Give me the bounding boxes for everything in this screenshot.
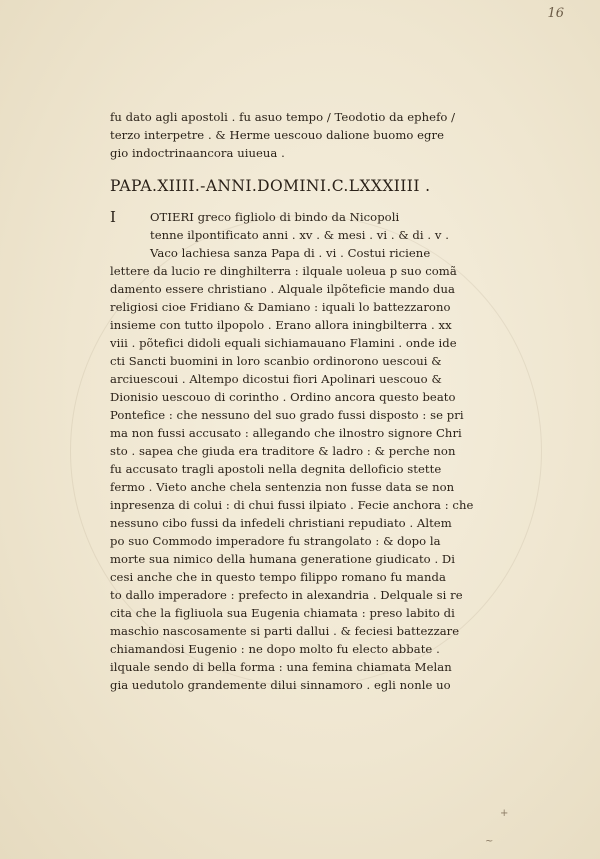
text-line: viii . põtefici didoli equali sichiamauano Flamini . onde ide [110, 336, 457, 350]
text-line: arciuescoui . Altempo dicostui fiori Apolinari uescouo & [110, 372, 442, 386]
text-line: ma non fussi accusato : allegando che ilnostro signore Chri [110, 426, 462, 440]
text-line: ilquale sendo di bella forma : una femina chiamata Melan [110, 660, 452, 674]
stray-mark: ~ [485, 836, 494, 847]
text-line: fu dato agli apostoli . fu asuo tempo / Teodotio da ephefo / [110, 110, 456, 124]
chapter-heading: PAPA.XIIII.-ANNI.DOMINI.C.LXXXIIII . [110, 177, 431, 195]
text-line: po suo Commodo imperadore fu strangolato : & dopo la [110, 534, 441, 548]
text-line: nessuno cibo fussi da infedeli christiani repudiato . Altem [110, 516, 452, 530]
text-line: cti Sancti buomini in loro scanbio ordinorono uescoui & [110, 354, 442, 368]
text-line: cesi anche che in questo tempo filippo romano fu manda [110, 570, 446, 584]
text-line: damento essere christiano . Alquale ilpõteficie mando dua [110, 282, 455, 296]
text-line: OTIERI greco figliolo di bindo da Nicopoli [150, 210, 400, 224]
text-line: sto . sapea che giuda era traditore & ladro : & perche non [110, 444, 456, 458]
body-text [110, 262, 474, 694]
text-line: morte sua nimico della humana generatione giudicato . Di [110, 552, 456, 566]
text-line: lettere da lucio re dinghilterra : ilquale uoleua p suo comã [110, 264, 457, 278]
text-line: fermo . Vieto anche chela sentenzia non fusse data se non [110, 480, 455, 494]
intro-paragraph [110, 108, 456, 162]
text-line: chiamandosi Eugenio : ne dopo molto fu electo abbate . [110, 642, 440, 656]
text-line: Vaco lachiesa sanza Papa di . vi . Costui riciene [150, 246, 431, 260]
text-line: terzo interpetre . & Herme uescouo dalione buomo egre [110, 128, 445, 142]
text-line: cita che la figliuola sua Eugenia chiamata : preso labito di [110, 606, 455, 620]
text-line: Dionisio uescouo di corintho . Ordino ancora questo beato [110, 390, 456, 404]
text-line: fu accusato tragli apostoli nella degnita delloficio stette [110, 462, 442, 476]
text-line: Pontefice : che nessuno del suo grado fussi disposto : se pri [110, 408, 464, 422]
text-line: tenne ilpontificato anni . xv . & mesi . vi . & di . v . [150, 228, 449, 242]
text-line: insieme con tutto ilpopolo . Erano allora iningbilterra . xx [110, 318, 452, 332]
first-paragraph [110, 208, 450, 262]
text-line: gio indoctrinaancora uiueua . [110, 146, 285, 160]
text-line: to dallo imperadore : prefecto in alexandria . Delquale si re [110, 588, 463, 602]
stray-mark: + [500, 808, 509, 819]
text-line: religiosi cioe Fridiano & Damiano : iquali lo battezzarono [110, 300, 451, 314]
initial-letter: I [110, 208, 116, 226]
first-lines [150, 208, 450, 262]
folio-number: 16 [547, 6, 564, 21]
text-line: gia uedutolo grandemente dilui sinnamoro . egli nonle uo [110, 678, 451, 692]
text-line: inpresenza di colui : di chui fussi ilpiato . Fecie anchora : che [110, 498, 474, 512]
text-line: maschio nascosamente si parti dallui . & feciesi battezzare [110, 624, 460, 638]
text-block [110, 108, 474, 694]
